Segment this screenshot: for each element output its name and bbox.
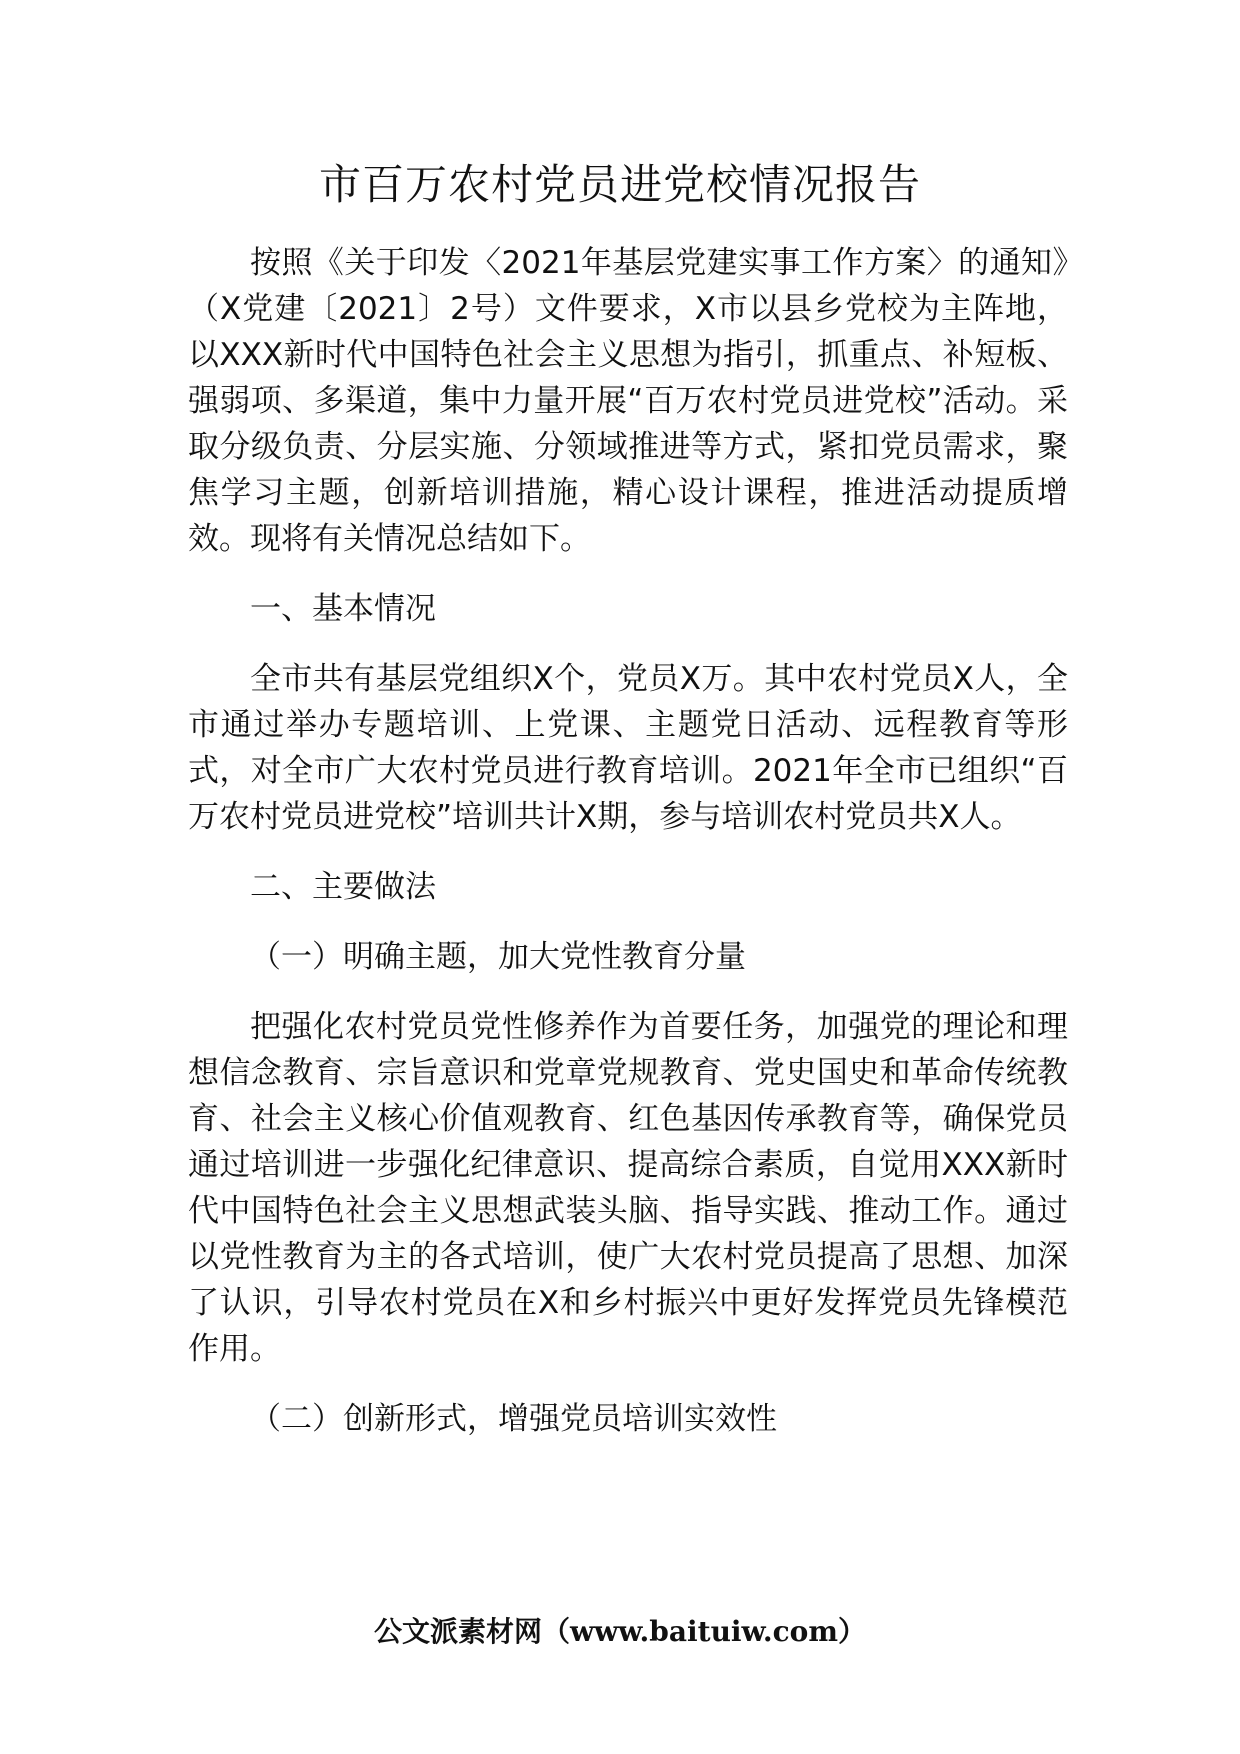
spacer bbox=[188, 562, 1068, 586]
spacer bbox=[188, 1372, 1068, 1396]
spacer bbox=[188, 980, 1068, 1004]
intro-paragraph: 按照《关于印发〈2021年基层党建实事工作方案〉的通知》（X党建〔2021〕2号）文件要求，X市以县乡党校为主阵地，以XXX新时代中国特色社会主义思想为指引，抓重点、补短板、强弱项、多渠道，集中力量开展“百万农村党员进党校”活动。采取分级负责、分层实施、分领域推进等方式，紧扣党员需求，聚焦学习主题，创新培训措施，精心设计课程，推进活动提质增效。现将有关情况总结如下。 bbox=[188, 245, 1068, 557]
subsection-theme-paragraph: 把强化农村党员党性修养作为首要任务，加强党的理论和理想信念教育、宗旨意识和党章党规教育、党史国史和革命传统教育、社会主义核心价值观教育、红色基因传承教育等，确保党员通过培训进一步强化纪律意识、提高综合素质，自觉用XXX新时代中国特色社会主义思想武装头脑、指导实践、推动工作。通过以党性教育为主的各式培训，使广大农村党员提高了思想、加深了认识，引导农村党员在X和乡村振兴中更好发挥党员先锋模范作用。 bbox=[188, 1009, 1068, 1367]
footer-source: 公文派素材网（www.baituiw.com） bbox=[374, 1615, 866, 1648]
section-heading-methods: 二、主要做法 bbox=[250, 869, 436, 905]
subsection-heading-innovation: （二）创新形式，增强党员培训实效性 bbox=[250, 1401, 777, 1437]
spacer bbox=[188, 910, 1068, 934]
section-basic-paragraph: 全市共有基层党组织X个，党员X万。其中农村党员X人，全市通过举办专题培训、上党课、主题党日活动、远程教育等形式，对全市广大农村党员进行教育培训。2021年全市已组织“百万农村党员进党校”培训共计X期，参与培训农村党员共X人。 bbox=[188, 661, 1068, 835]
spacer bbox=[188, 632, 1068, 656]
document-title: 市百万农村党员进党校情况报告 bbox=[318, 160, 921, 209]
subsection-heading-theme: （一）明确主题，加大党性教育分量 bbox=[250, 939, 746, 975]
spacer bbox=[188, 840, 1068, 864]
document-body bbox=[188, 240, 1068, 1442]
section-heading-basic: 一、基本情况 bbox=[250, 591, 436, 627]
